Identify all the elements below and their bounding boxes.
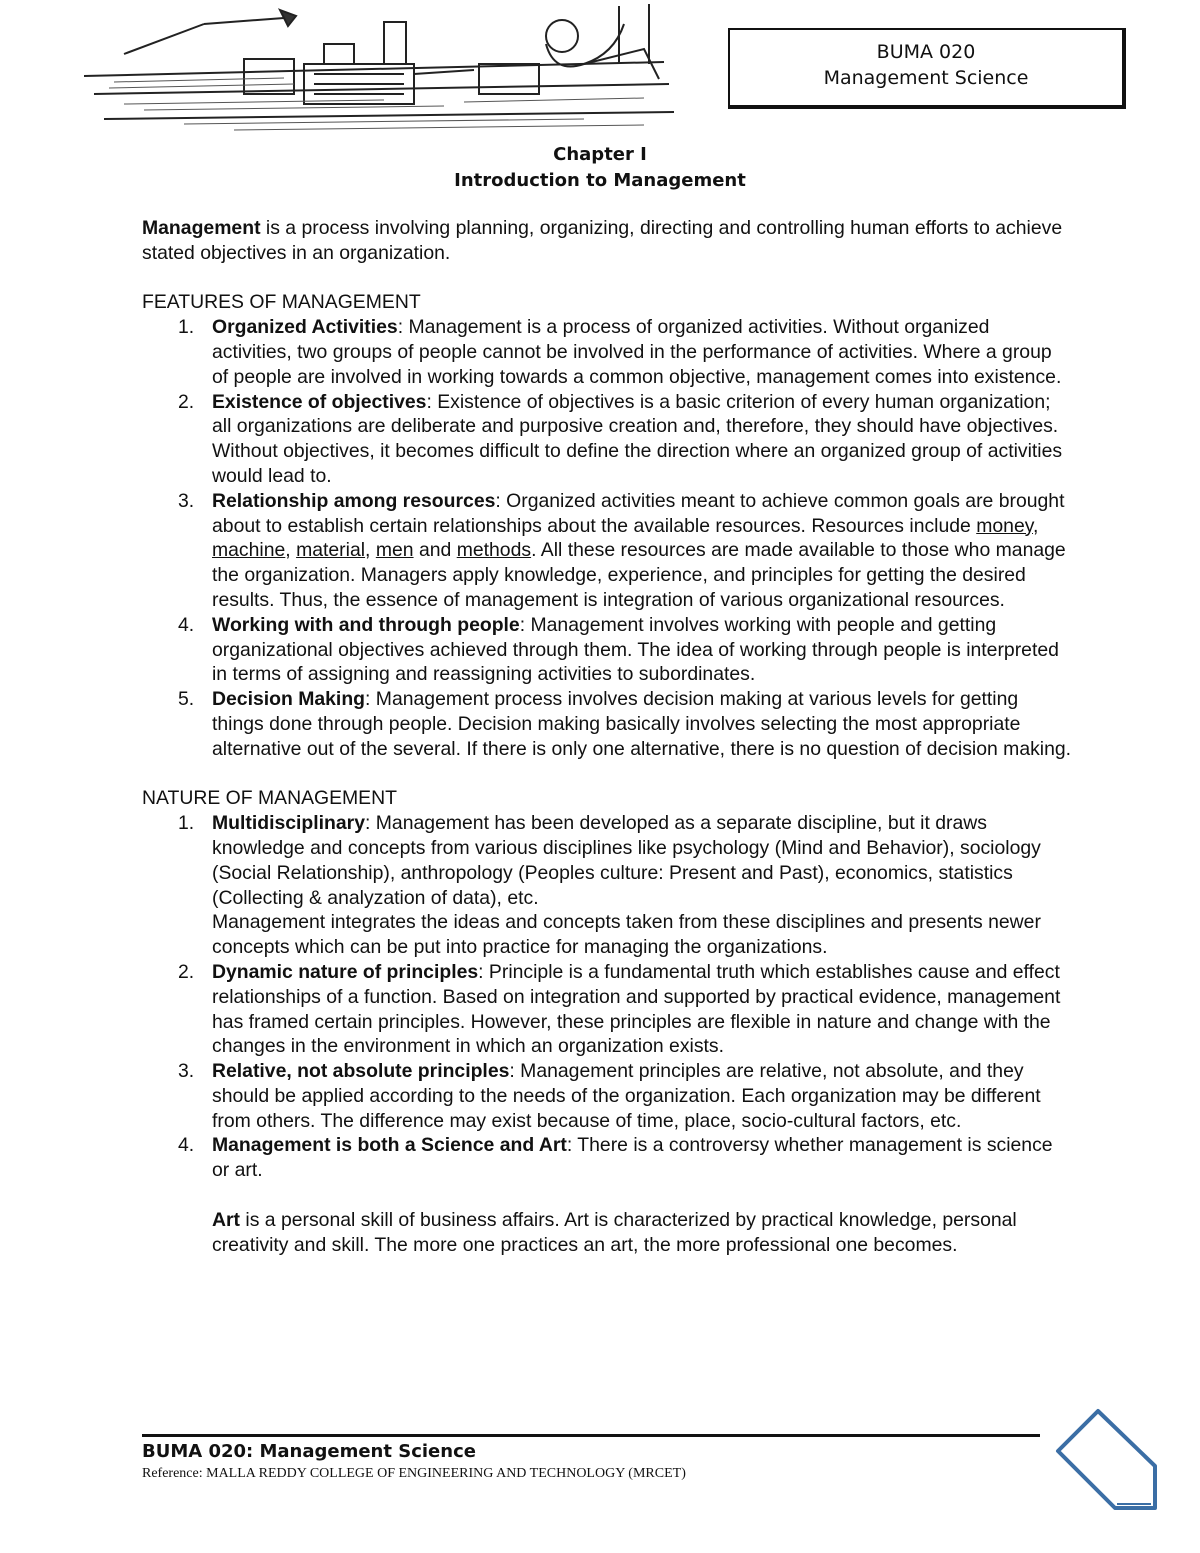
item-number: 2.: [178, 960, 195, 983]
pencil-icon: [1055, 1408, 1159, 1512]
item-term: Relative, not absolute principles: [212, 1060, 510, 1083]
art-term: Art: [212, 1208, 241, 1231]
list-item: [142, 811, 1072, 960]
list-item: [142, 315, 1072, 389]
intro-paragraph: [142, 216, 1072, 266]
resource-material: material: [296, 539, 366, 562]
reference-label: Reference:: [142, 1466, 203, 1481]
item-text: : Organized activities meant to achieve common goals are brought about to establish certain relationships about the available resources. Resources include: [212, 489, 1065, 537]
list-item: [142, 1133, 1072, 1257]
resource-men: men: [375, 539, 414, 562]
list-item: [142, 687, 1072, 761]
item-text-2: Management integrates the ideas and concepts taken from these disciplines and presents newer concepts which can be put into practice for managing the organizations.: [212, 911, 1041, 959]
footer-title: BUMA 020: Management Science: [142, 1441, 476, 1462]
header-illustration: [84, 4, 676, 134]
item-text: : Principle is a fundamental truth which establishes cause and effect relationships of a function. Based on integration and supported by practical evidence, management has framed certain principles. However, these principles are flexible in nature and change with the changes in the environment in which an organization exists.: [212, 960, 1061, 1058]
item-text: : There is a controversy whether management is science or art.: [212, 1134, 1053, 1182]
footer-rule: [142, 1434, 1040, 1437]
item-text: : Management has been developed as a separate discipline, but it draws knowledge and concepts from various disciplines like psychology (Mind and Behavior), sociology (Social Relationship), anthropology (Peoples culture: Present and Past), economics, statistics (Collecting & analyzation of data), etc.: [212, 812, 1041, 909]
list-item: [142, 613, 1072, 687]
chapter-number: Chapter I: [553, 144, 647, 165]
item-text-cont: . All these resources are made available to those who manage the organization. Managers apply knowledge, experience, and principles for getting the desired results. Thus, the essence of management is integration of various organizational resources.: [212, 539, 1066, 611]
item-text: : Management involves working with people and getting organizational objectives achieved through them. The idea of working through people is interpreted in terms of assigning and reassigning activities to subordinates.: [212, 613, 1059, 686]
resource-money: money: [976, 514, 1033, 537]
list-item: [142, 960, 1072, 1059]
item-number: 3.: [178, 489, 195, 512]
separator: ,: [365, 539, 376, 562]
item-term: Existence of objectives: [212, 390, 427, 413]
item-text: : Management process involves decision making at various levels for getting things done through people. Decision making basically involves selecting the most appropriate alternative out of the several. If there is only one alternative, there is no question of decision making.: [212, 688, 1072, 760]
chapter-title: Introduction to Management: [454, 170, 746, 191]
art-text: is a personal skill of business affairs. Art is characterized by practical knowledge, personal creativity and skill. The more one practices an art, the more professional one becomes.: [212, 1208, 1017, 1256]
list-item: [142, 1059, 1072, 1133]
item-term: Management is both a Science and Art: [212, 1134, 567, 1157]
chapter-heading: [0, 142, 1200, 194]
item-term: Working with and through people: [212, 613, 520, 636]
item-term: Multidisciplinary: [212, 812, 365, 835]
item-text: : Management principles are relative, not absolute, and they should be applied according to the needs of the organization. Each organization may be different from others. The difference may exist because of time, place, socio-cultural factors, etc.: [212, 1060, 1041, 1132]
separator: and: [413, 539, 457, 562]
item-number: 4.: [178, 1134, 195, 1157]
item-number: 3.: [178, 1060, 195, 1083]
list-item: [142, 390, 1072, 489]
course-name: Management Science: [823, 67, 1029, 89]
item-term: Relationship among resources: [212, 489, 496, 512]
intro-text: is a process involving planning, organizing, directing and controlling human efforts to achieve stated objectives in an organization.: [142, 217, 1063, 264]
separator: ,: [285, 539, 297, 562]
separator: ,: [1033, 514, 1039, 537]
nature-heading: NATURE OF MANAGEMENT: [142, 787, 397, 810]
list-item: [142, 489, 1072, 613]
course-title-box: [728, 28, 1126, 109]
item-number: 1.: [178, 316, 195, 339]
nature-list: [142, 811, 1072, 1257]
item-text: : Management is a process of organized activities. Without organized activities, two groups of people cannot be involved in the performance of activities. Where a group of people are involved in working towards a common objective, management comes into existence.: [212, 316, 1062, 388]
item-text: : Existence of objectives is a basic criterion of every human organization; all organizations are deliberate and purposive creation and, therefore, they should have objectives. Without objectives, it becomes difficult to define the direction where an organized group of activities would lead to.: [212, 390, 1063, 487]
reference-text: MALLA REDDY COLLEGE OF ENGINEERING AND TECHNOLOGY (MRCET): [202, 1466, 686, 1481]
footer-reference: [142, 1465, 686, 1483]
item-number: 2.: [178, 390, 195, 413]
item-term: Organized Activities: [212, 316, 398, 339]
item-number: 1.: [178, 812, 195, 835]
features-list: [142, 315, 1072, 761]
intro-term: Management: [142, 217, 261, 239]
document-body: [142, 216, 1072, 1257]
features-heading: FEATURES OF MANAGEMENT: [142, 291, 421, 314]
item-term: Dynamic nature of principles: [212, 960, 479, 983]
item-number: 4.: [178, 613, 195, 636]
item-number: 5.: [178, 688, 195, 711]
resource-machine: machine: [212, 539, 286, 562]
resource-methods: methods: [456, 539, 532, 562]
item-term: Decision Making: [212, 688, 366, 711]
course-code: BUMA 020: [876, 41, 976, 63]
